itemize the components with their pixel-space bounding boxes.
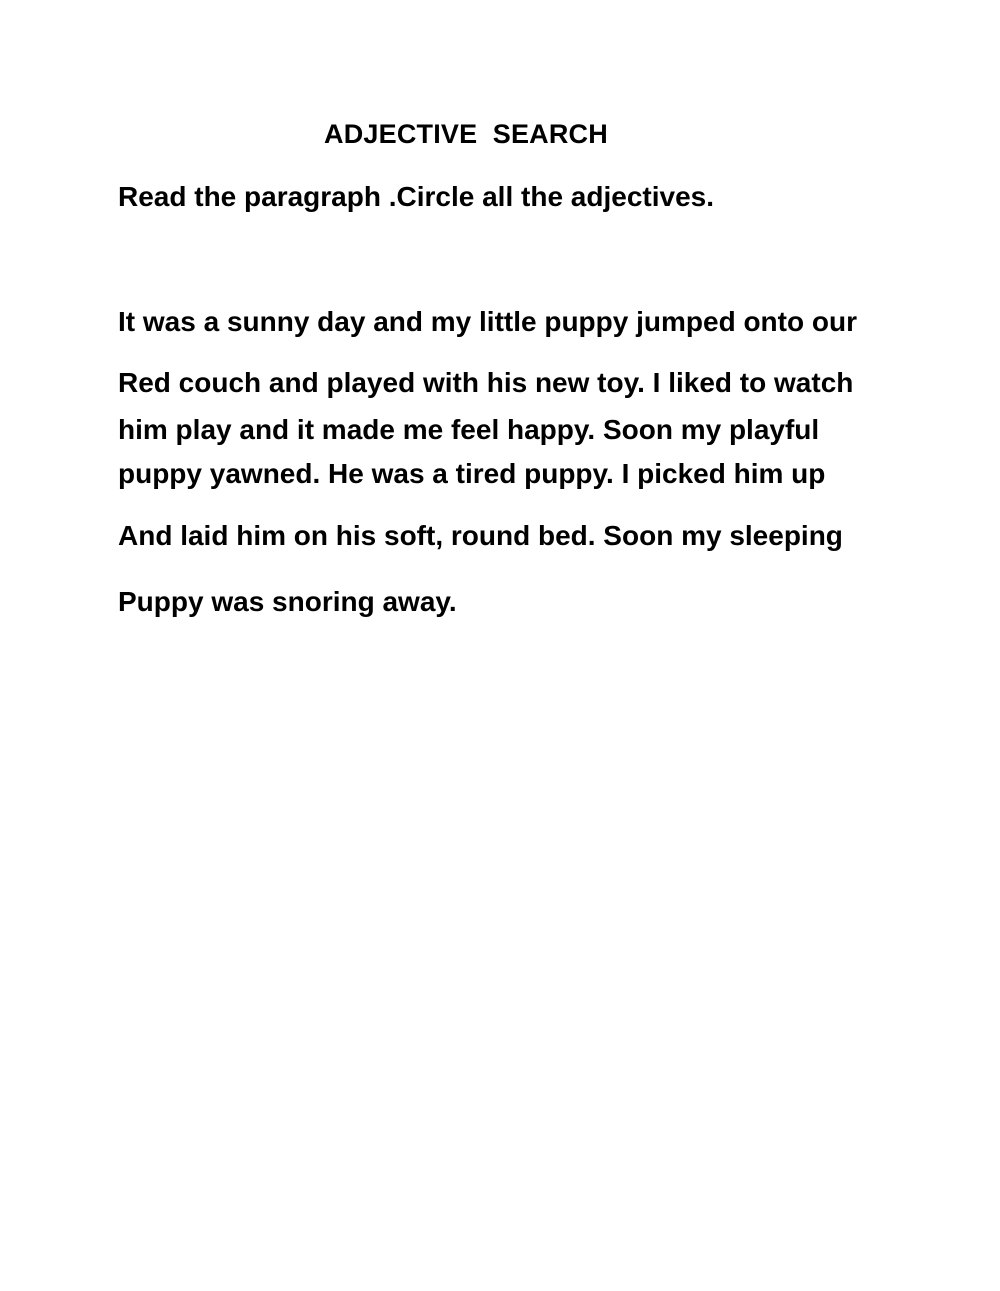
worksheet-instruction: Read the paragraph .Circle all the adjectives. <box>118 181 714 212</box>
paragraph-line: And laid him on his soft, round bed. Soon my sleeping <box>118 520 843 551</box>
paragraph-line: puppy yawned. He was a tired puppy. I picked him up <box>118 458 826 489</box>
paragraph-line: It was a sunny day and my little puppy jumped onto our <box>118 306 857 337</box>
paragraph-line: him play and it made me feel happy. Soon my playful <box>118 414 820 445</box>
paragraph-line: Puppy was snoring away. <box>118 586 457 617</box>
paragraph-line: Red couch and played with his new toy. I liked to watch <box>118 367 854 398</box>
worksheet-title: ADJECTIVE SEARCH <box>324 119 608 149</box>
